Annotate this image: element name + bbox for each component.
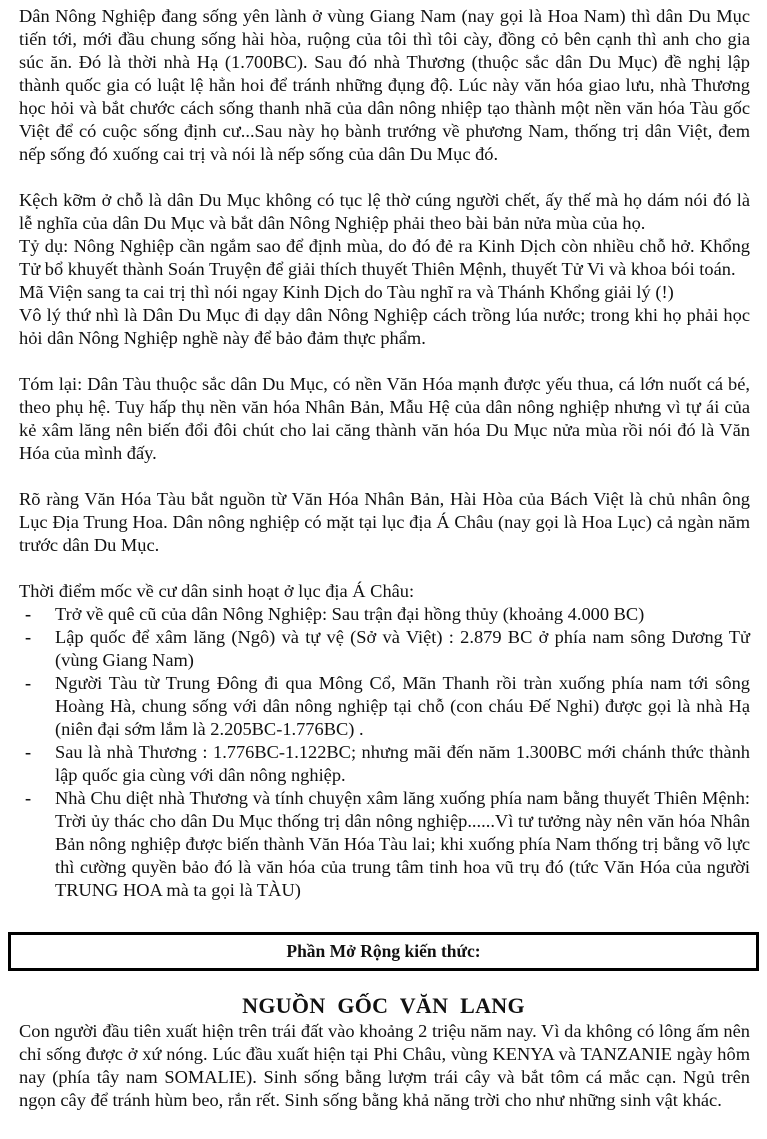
paragraph-gap — [19, 350, 750, 373]
milestone-text: Nhà Chu diệt nhà Thương và tính chuyện xâm lăng xuống phía nam bằng thuyết Thiên Mệnh: Trời ủy thác cho dân Du Mục thống trị dân nông nghiệp......Vì tư tưởng này nên văn hóa Nhân Bản nông nghiệp được biến thành Văn Hóa Tàu lai; khi xuống phía Nam thống trị bằng võ lực thì cường quyền bảo đó là văn hóa của trung tâm tinh hoa vũ trụ đó (tức Văn Hóa của người TRUNG HOA mà ta gọi là TÀU) — [55, 788, 750, 900]
paragraph-ty-du: Tỷ dụ: Nông Nghiệp cần ngắm sao để định mùa, do đó đẻ ra Kinh Dịch còn nhiều chỗ hở. Khổng Tử bổ khuyết thành Soán Truyện để giải thích thuyết Thiên Mệnh, thuyết Tử Vi và khoa bói toán. — [19, 236, 750, 279]
paragraph-con-nguoi: Con người đầu tiên xuất hiện trên trái đất vào khoảng 2 triệu năm nay. Vì da không có lông ấm nên chỉ sống được ở xứ nóng. Lúc đầu xuất hiện tại Phi Châu, vùng KENYA và TANZANIE ngày hôm nay (phía tây nam SOMALIE). Sinh sống bằng lượm trái cây và bắt tôm cá mắc cạn. Ngủ trên ngọn cây để tránh hùm beo, rắn rết. Sinh sống bằng khả năng trời cho như những sinh vật khác. — [19, 1021, 750, 1110]
milestones-list — [19, 603, 750, 902]
paragraph-ro-rang: Rõ ràng Văn Hóa Tàu bắt nguồn từ Văn Hóa Nhân Bản, Hài Hòa của Bách Việt là chủ nhân ông Lục Địa Trung Hoa. Dân nông nghiệp có mặt tại lục địa Á Châu (nay gọi là Hoa Lục) cả ngàn năm trước dân Du Mục. — [19, 489, 750, 555]
paragraph-vo-ly: Vô lý thứ nhì là Dân Du Mục đi dạy dân Nông Nghiệp cách trồng lúa nước; trong khi họ phải học hỏi dân Nông Nghiệp nghề này để bảo đảm thực phẩm. — [19, 305, 750, 348]
milestone-text: Lập quốc để xâm lăng (Ngô) và tự vệ (Sở và Việt) : 2.879 BC ở phía nam sông Dương Tử (vùng Giang Nam) — [55, 627, 750, 670]
milestone-item — [19, 741, 750, 787]
paragraph-ma-vien: Mã Viện sang ta cai trị thì nói ngay Kinh Dịch do Tàu nghĩ ra và Thánh Khổng giải lý (!) — [19, 282, 674, 302]
extend-knowledge-box — [8, 932, 759, 971]
paragraph-giang-nam: Dân Nông Nghiệp đang sống yên lành ở vùng Giang Nam (nay gọi là Hoa Nam) thì dân Du Mục tiến tới, mới đầu chung sống hài hòa, ruộng của tôi thì tôi cày, đồng cỏ bên cạnh thì anh cho gia súc ăn. Đó là thời nhà Hạ (1.700BC). Sau đó nhà Thương (thuộc sắc dân Du Mục) đề nghị lập thành quốc gia có luật lệ hẳn hoi để tránh những đụng độ. Lúc này văn hóa giao lưu, nhà Thương học hỏi và bắt chước cách sống thanh nhã của dân nông nhiệp tạo thành một nền văn hóa Tàu gốc Việt để có cuộc sống định cư...Sau này họ bành trướng về phương Nam, thống trị dân Việt, đem nếp sống đó xuống cai trị và nói là nếp sống của dân Du Mục đó. — [19, 6, 750, 164]
milestones-intro: Thời điểm mốc về cư dân sinh hoạt ở lục địa Á Châu: — [19, 581, 415, 601]
paragraph-gap — [19, 557, 750, 580]
paragraph-tom-lai: Tóm lại: Dân Tàu thuộc sắc dân Du Mục, có nền Văn Hóa mạnh được yếu thua, cá lớn nuốt cá bé, theo phụ hệ. Tuy hấp thụ nền văn hóa Nhân Bản, Mẫu Hệ của dân nông nghiệp nhưng vì tự ái của kẻ xâm lăng nên biến đổi đôi chút cho lai căng thành văn hóa Du Mục nửa mùa rồi nói đó là Văn Hóa của mình đấy. — [19, 374, 750, 463]
milestone-item — [19, 787, 750, 902]
paragraph-ke-kom: Kệch kỡm ở chỗ là dân Du Mục không có tục lệ thờ cúng người chết, ấy thế mà họ dám nói đó là lễ nghĩa của dân Du Mục và bắt dân Nông Nghiệp phải theo bài bản nửa mùa của họ. — [19, 190, 750, 233]
extend-knowledge-title: Phần Mở Rộng kiến thức: — [286, 941, 481, 961]
paragraph-gap — [19, 166, 750, 189]
document-page — [19, 5, 750, 902]
milestone-item — [19, 603, 750, 626]
bullet-dash-icon: - — [25, 673, 32, 693]
milestone-text: Người Tàu từ Trung Đông đi qua Mông Cổ, Mãn Thanh rồi tràn xuống phía nam tới sông Hoàng Hà, chung sống với dân nông nghiệp tại chỗ (con cháu Đế Nghi) được gọi là nhà Hạ (niên đại sớm lắm là 2.205BC-1.776BC) . — [55, 673, 750, 739]
milestone-text: Trở về quê cũ của dân Nông Nghiệp: Sau trận đại hồng thủy (khoảng 4.000 BC) — [55, 604, 645, 624]
milestone-text: Sau là nhà Thương : 1.776BC-1.122BC; nhưng mãi đến năm 1.300BC mới chánh thức thành lập quốc gia cùng với dân nông nghiệp. — [55, 742, 750, 785]
bullet-dash-icon: - — [25, 627, 32, 647]
section-body — [19, 1020, 750, 1112]
paragraph-gap — [19, 465, 750, 488]
bullet-dash-icon: - — [25, 742, 32, 762]
milestone-item — [19, 672, 750, 741]
bullet-dash-icon: - — [25, 788, 32, 808]
milestone-item — [19, 626, 750, 672]
section-heading: NGUỒN GỐC VĂN LANG — [242, 993, 525, 1018]
bullet-dash-icon: - — [25, 604, 32, 624]
